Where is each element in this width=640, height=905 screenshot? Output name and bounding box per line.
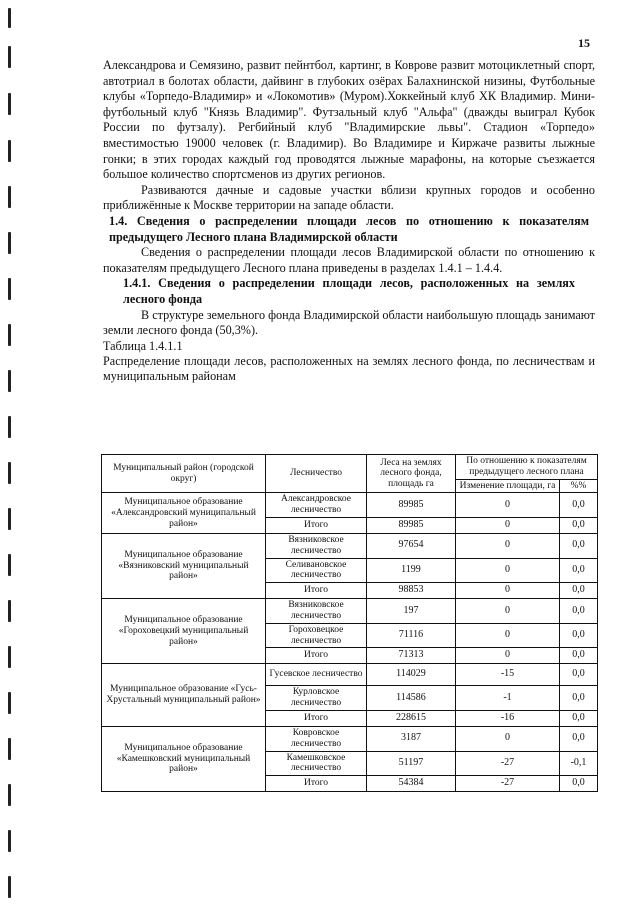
header-percent: %% [560, 479, 598, 493]
header-relative: По отношению к показателям предыдущего лесного плана [456, 455, 598, 480]
forestry-cell: Курловское лесничество [266, 686, 367, 711]
forestry-cell: Итого [266, 710, 367, 726]
change-cell: 0 [456, 517, 560, 533]
area-cell: 97654 [367, 533, 456, 558]
change-cell: -27 [456, 776, 560, 792]
percent-cell: 0,0 [560, 726, 598, 751]
area-cell: 114586 [367, 686, 456, 711]
forestry-cell: Камешковское лесничество [266, 751, 367, 776]
area-cell: 54384 [367, 776, 456, 792]
forest-area-table [101, 454, 598, 792]
document-body [103, 58, 595, 383]
table-row [102, 533, 598, 558]
section-heading-1-4: 1.4. Сведения о распределении площади лесов по отношению к показателям предыдущего Лесного плана Владимирской области [109, 213, 589, 244]
percent-cell: 0,0 [560, 648, 598, 664]
percent-cell: 0,0 [560, 710, 598, 726]
table-caption: Распределение площади лесов, расположенных на землях лесного фонда, по лесничествам и муниципальным районам [103, 354, 595, 383]
percent-cell: 0,0 [560, 664, 598, 686]
forestry-cell: Вязниковское лесничество [266, 599, 367, 624]
area-cell: 98853 [367, 583, 456, 599]
change-cell: -27 [456, 751, 560, 776]
district-cell: Муниципальное образование «Гусь-Хрустальный муниципальный район» [102, 664, 266, 727]
header-district: Муниципальный район (городской округ) [102, 455, 266, 493]
table-row [102, 726, 598, 751]
section-heading-1-4-1: 1.4.1. Сведения о распределении площади лесов, расположенных на землях лесного фонда [123, 276, 575, 306]
table-row [102, 664, 598, 686]
area-cell: 89985 [367, 517, 456, 533]
forestry-cell: Александровское лесничество [266, 493, 367, 518]
forestry-cell: Ковровское лесничество [266, 726, 367, 751]
area-cell: 71116 [367, 623, 456, 648]
district-cell: Муниципальное образование «Александровский муниципальный район» [102, 493, 266, 534]
area-cell: 3187 [367, 726, 456, 751]
area-cell: 197 [367, 599, 456, 624]
change-cell: 0 [456, 599, 560, 624]
percent-cell: 0,0 [560, 599, 598, 624]
district-cell: Муниципальное образование «Камешковский муниципальный район» [102, 726, 266, 791]
percent-cell: 0,0 [560, 776, 598, 792]
change-cell: 0 [456, 583, 560, 599]
forestry-cell: Итого [266, 776, 367, 792]
change-cell: 0 [456, 558, 560, 583]
area-cell: 89985 [367, 493, 456, 518]
table-row [102, 493, 598, 518]
area-cell: 71313 [367, 648, 456, 664]
forestry-cell: Селивановское лесничество [266, 558, 367, 583]
forestry-cell: Гороховецкое лесничество [266, 623, 367, 648]
percent-cell: 0,0 [560, 517, 598, 533]
percent-cell: 0,0 [560, 623, 598, 648]
table-row [102, 599, 598, 624]
percent-cell: 0,0 [560, 583, 598, 599]
change-cell: 0 [456, 726, 560, 751]
paragraph-land-fund: В структуре земельного фонда Владимирской области наибольшую площадь занимают земли лесного фонда (50,3%). [103, 307, 595, 338]
forestry-cell: Итого [266, 517, 367, 533]
area-cell: 114029 [367, 664, 456, 686]
change-cell: 0 [456, 623, 560, 648]
change-cell: -16 [456, 710, 560, 726]
change-cell: 0 [456, 648, 560, 664]
district-cell: Муниципальное образование «Гороховецкий муниципальный район» [102, 599, 266, 664]
table-number: Таблица 1.4.1.1 [103, 338, 183, 353]
forestry-cell: Итого [266, 583, 367, 599]
paragraph-section-intro: Сведения о распределении площади лесов Владимирской области по отношению к показателям предыдущего Лесного плана приведены в разделах 1.4.1 – 1.4.4. [103, 245, 595, 275]
header-forestry: Лесничество [266, 455, 367, 493]
change-cell: 0 [456, 533, 560, 558]
change-cell: -1 [456, 686, 560, 711]
percent-cell: 0,0 [560, 686, 598, 711]
percent-cell: 0,0 [560, 533, 598, 558]
forestry-cell: Вязниковское лесничество [266, 533, 367, 558]
district-cell: Муниципальное образование «Вязниковский муниципальный район» [102, 533, 266, 598]
forestry-cell: Гусевское лесничество [266, 664, 367, 686]
percent-cell: 0,0 [560, 493, 598, 518]
area-cell: 1199 [367, 558, 456, 583]
change-cell: -15 [456, 664, 560, 686]
page-number: 15 [578, 36, 590, 50]
paragraph-dachas: Развиваются дачные и садовые участки вблизи крупных городов и особенно приближённые к Москве территории на западе области. [103, 182, 595, 213]
change-cell: 0 [456, 493, 560, 518]
area-cell: 228615 [367, 710, 456, 726]
header-area: Леса на землях лесного фонда, площадь га [367, 455, 456, 493]
forestry-cell: Итого [266, 648, 367, 664]
percent-cell: -0,1 [560, 751, 598, 776]
header-change: Изменение площади, га [456, 479, 560, 493]
percent-cell: 0,0 [560, 558, 598, 583]
paragraph-sports: Александрова и Семязино, развит пейнтбол, картинг, в Коврове развит мотоциклетный спорт, автотриал в болотах области, дайвинг в глубоких озёрах Балахнинской низины, Футбольные клубы «Торпедо-Владимир» и «Локомотив» (Муром).Хоккейный клуб ХК Владимир. Мини-футбольный клуб "Князь Владимир". Футзальный клуб "Альфа" (дважды выиграл Кубок России по футзалу). Регбийный клуб "Владимирские львы". Стадион «Торпедо» вместимостью 19000 человек (г. Владимир). Во Владимире и Киржаче развиты лыжные гонки; в этих городах каждый год проводятся лыжные марафоны, на которые съезжается большое количество спортсменов из других регионов. [103, 58, 595, 182]
area-cell: 51197 [367, 751, 456, 776]
